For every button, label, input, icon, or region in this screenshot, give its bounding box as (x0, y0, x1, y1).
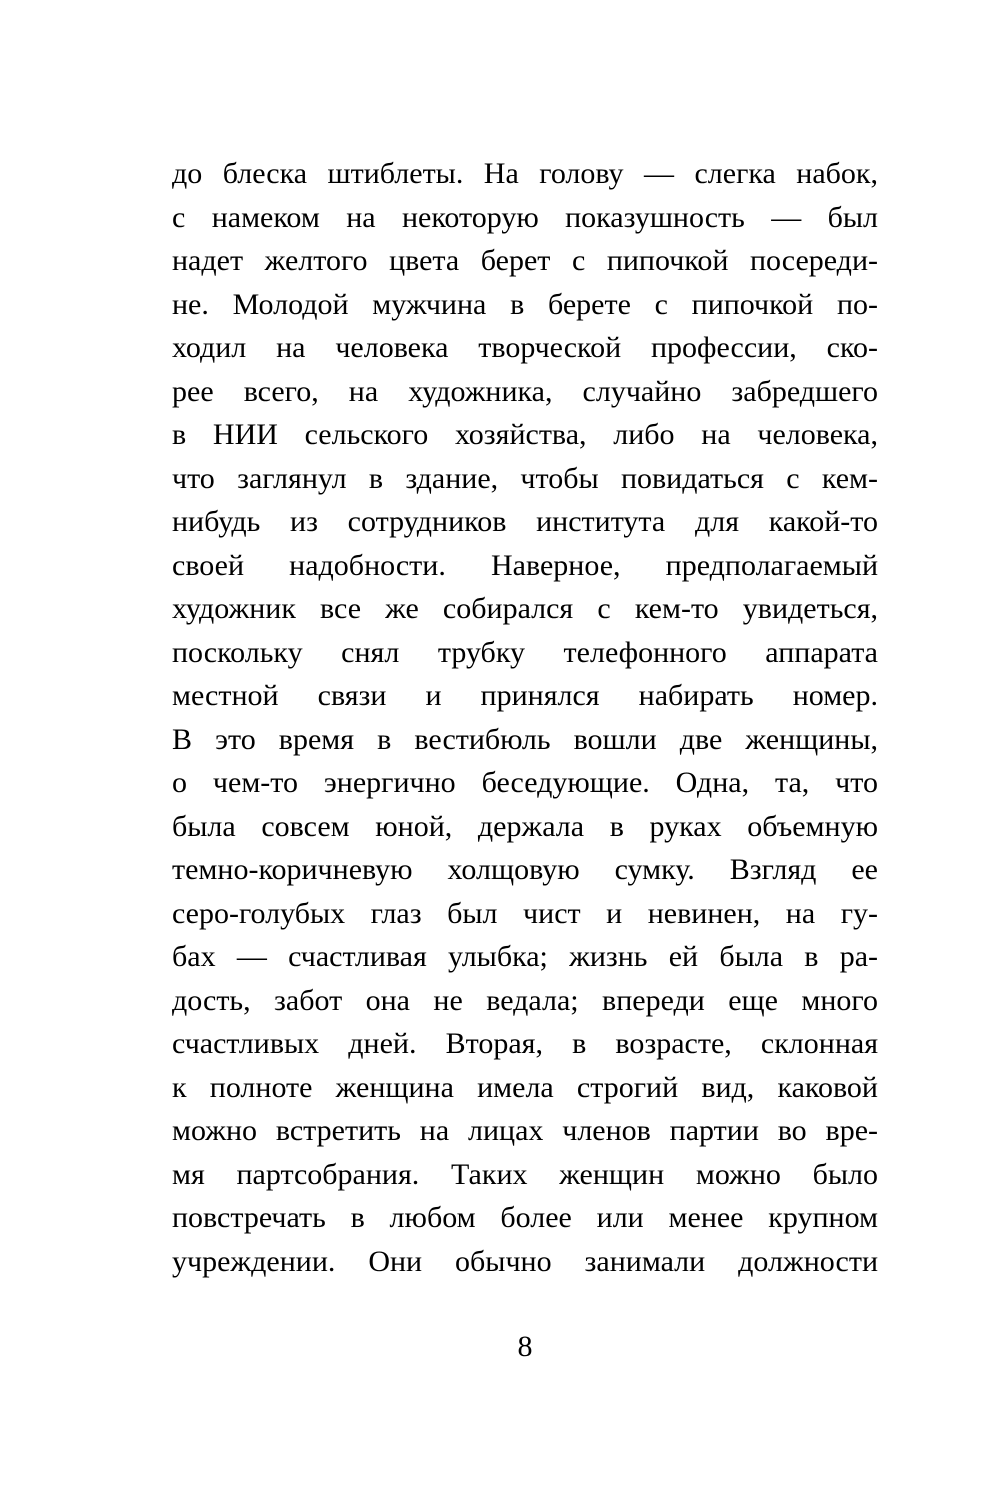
text-line: ходил на человека творческой профессии, ско- (172, 331, 878, 364)
text-line: бах — счастливая улыбка; жизнь ей была в ра- (172, 940, 878, 973)
text-line: поскольку снял трубку телефонного аппарата (172, 635, 878, 669)
text-line: своей надобности. Наверное, предполагаемый (172, 548, 878, 582)
text-line: можно встретить на лицах членов партии во вре- (172, 1114, 878, 1147)
text-line: в НИИ сельского хозяйства, либо на человека, (172, 418, 878, 451)
text-line: счастливых дней. Вторая, в возрасте, склонная (172, 1027, 878, 1060)
text-line: о чем-то энергично беседующие. Одна, та, что (172, 766, 878, 799)
text-line: нибудь из сотрудников института для какой-то (172, 505, 878, 538)
book-page-text (172, 152, 878, 1283)
text-line: была совсем юной, держала в руках объемную (172, 809, 878, 843)
page-number: 8 (517, 1330, 533, 1363)
text-line: с намеком на некоторую показушность — был (172, 200, 878, 234)
text-line: учреждении. Они обычно занимали должности (172, 1244, 878, 1278)
text-line: до блеска штиблеты. На голову — слегка набок, (172, 157, 878, 190)
text-line: повстречать в любом более или менее крупном (172, 1201, 878, 1234)
text-line: что заглянул в здание, чтобы повидаться с кем- (172, 461, 878, 495)
text-line: к полноте женщина имела строгий вид, каковой (172, 1070, 878, 1104)
text-line: дость, забот она не ведала; впереди еще много (172, 983, 878, 1017)
text-line: художник все же собирался с кем-то увидеться, (172, 592, 878, 625)
text-line: рее всего, на художника, случайно забредшего (172, 374, 878, 408)
text-line: В это время в вестибюль вошли две женщины, (172, 722, 878, 756)
text-line: мя партсобрания. Таких женщин можно было (172, 1157, 878, 1191)
text-line: местной связи и принялся набирать номер. (172, 679, 878, 712)
text-line: надет желтого цвета берет с пипочкой посереди- (172, 244, 878, 277)
text-line: не. Молодой мужчина в берете с пипочкой по- (172, 287, 878, 321)
text-line: темно-коричневую холщовую сумку. Взгляд ее (172, 853, 878, 886)
text-line: серо-голубых глаз был чист и невинен, на гу- (172, 896, 878, 930)
